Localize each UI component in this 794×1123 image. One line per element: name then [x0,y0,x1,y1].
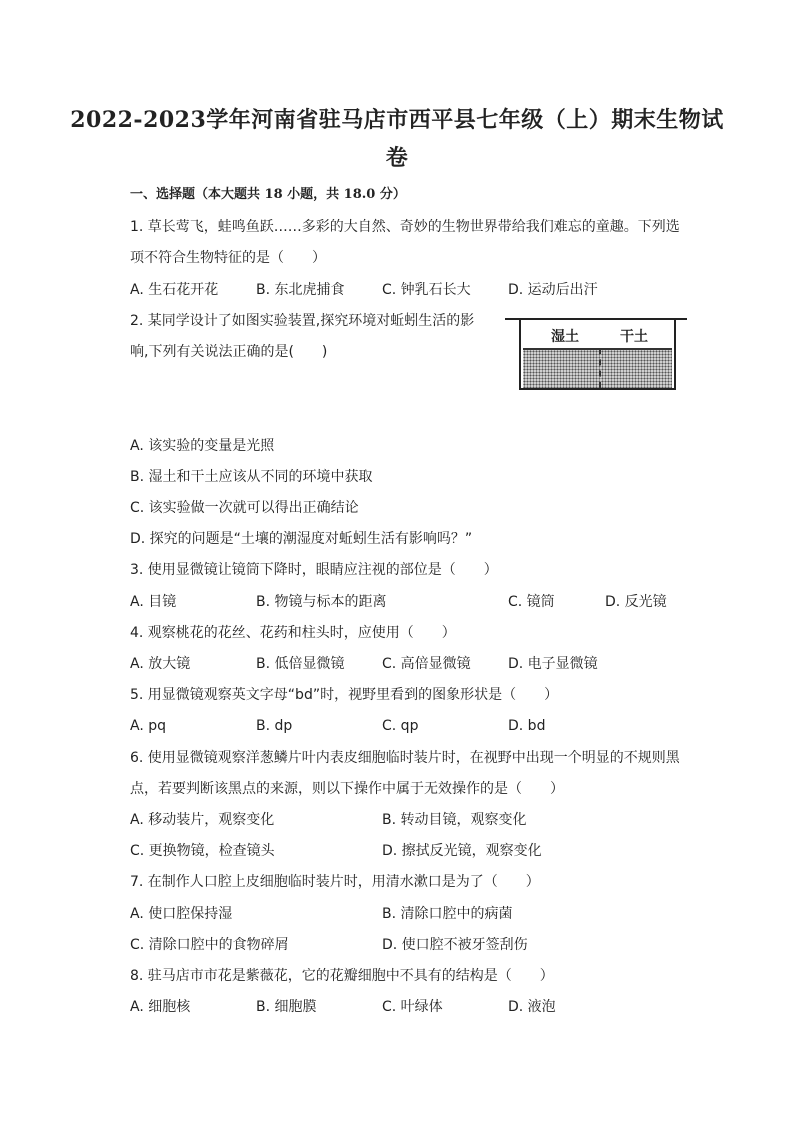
q1-option-a: A. 生石花开花 [130,282,219,298]
q8-option-c: C. 叶绿体 [382,999,443,1015]
q2-option-d: D. 探究的问题是“土壤的潮湿度对蚯蚓生活有影响吗？” [130,531,473,547]
q6-option-b: B. 转动目镜，观察变化 [382,812,527,828]
q8-option-d: D. 液泡 [508,999,556,1015]
question-8-text: 8. 驻马店市市花是紫薇花，它的花瓣细胞中不具有的结构是（ ） [130,968,554,984]
q8-option-b: B. 细胞膜 [256,999,317,1015]
q1-option-c: C. 钟乳石长大 [382,282,471,298]
figure-divider [599,348,601,388]
question-1-text-cont: 项不符合生物特征的是（ ） [130,250,326,266]
q2-option-c: C. 该实验做一次就可以得出正确结论 [130,500,359,516]
q6-option-d: D. 擦拭反光镜，观察变化 [382,843,542,859]
q5-option-b: B. dp [256,718,293,734]
q4-option-b: B. 低倍显微镜 [256,656,345,672]
question-3-text: 3. 使用显微镜让镜筒下降时，眼睛应注视的部位是（ ） [130,562,498,578]
q1-option-d: D. 运动后出汗 [508,282,598,298]
question-1-text: 1. 草长莺飞，蛙鸣鱼跃……多彩的大自然、奇妙的生物世界带给我们难忘的童趣。下列选 [130,219,680,235]
q7-option-d: D. 使口腔不被牙签刮伤 [382,937,528,953]
question-2-text: 2. 某同学设计了如图实验装置,探究环境对蚯蚓生活的影 [130,313,475,329]
soil-layer [523,348,672,388]
dry-soil-label: 干土 [620,329,648,345]
figure-container [519,320,676,390]
section-heading: 一、选择题（本大题共 18 小题，共 18.0 分） [130,187,406,202]
question-7-text: 7. 在制作人口腔上皮细胞临时装片时，用清水漱口是为了（ ） [130,874,540,890]
q5-option-d: D. bd [508,718,546,734]
q3-option-a: A. 目镜 [130,594,177,610]
page-title-line1: 2022-2023学年河南省驻马店市西平县七年级（上）期末生物试 [70,107,724,133]
q6-option-c: C. 更换物镜，检查镜头 [130,843,275,859]
question-2-text-cont: 响,下列有关说法正确的是( ) [130,344,328,360]
q8-option-a: A. 细胞核 [130,999,191,1015]
q1-option-b: B. 东北虎捕食 [256,282,345,298]
q6-option-a: A. 移动装片，观察变化 [130,812,275,828]
earthworm-experiment-figure [505,318,687,392]
q4-option-a: A. 放大镜 [130,656,191,672]
q2-option-a: A. 该实验的变量是光照 [130,438,275,454]
q7-option-b: B. 清除口腔中的病菌 [382,906,513,922]
q3-option-b: B. 物镜与标本的距离 [256,594,387,610]
q5-option-c: C. qp [382,718,419,734]
q2-option-b: B. 湿土和干土应该从不同的环境中获取 [130,469,373,485]
q3-option-c: C. 镜筒 [508,594,555,610]
q5-option-a: A. pq [130,718,167,734]
q3-option-d: D. 反光镜 [605,594,667,610]
question-6-text: 6. 使用显微镜观察洋葱鳞片叶内表皮细胞临时装片时，在视野中出现一个明显的不规则黑 [130,750,680,766]
wet-soil-label: 湿土 [551,329,579,345]
q7-option-c: C. 清除口腔中的食物碎屑 [130,937,289,953]
page-title-line2: 卷 [385,145,409,171]
q7-option-a: A. 使口腔保持湿 [130,906,233,922]
q4-option-c: C. 高倍显微镜 [382,656,471,672]
question-4-text: 4. 观察桃花的花丝、花药和柱头时，应使用（ ） [130,625,456,641]
question-5-text: 5. 用显微镜观察英文字母“bd”时，视野里看到的图象形状是（ ） [130,687,559,703]
q4-option-d: D. 电子显微镜 [508,656,598,672]
question-6-text-cont: 点，若要判断该黑点的来源，则以下操作中属于无效操作的是（ ） [130,781,564,797]
